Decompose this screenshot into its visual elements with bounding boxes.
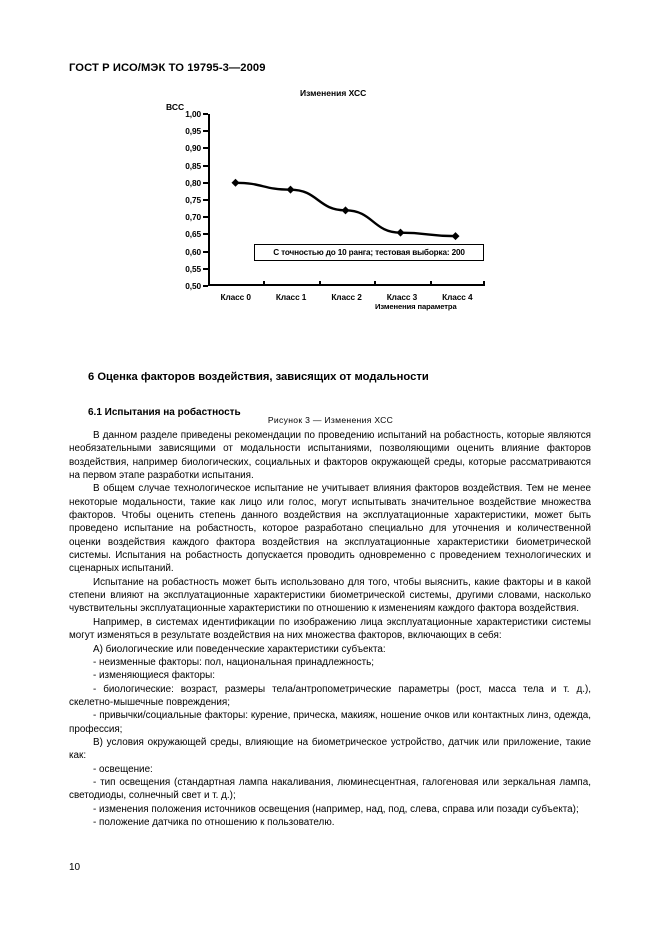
y-axis-tick-label: 0,75 xyxy=(185,195,201,205)
x-axis-category xyxy=(430,286,485,302)
y-axis-tick-label: 0,55 xyxy=(185,263,201,274)
body-paragraph: Испытание на робастность может быть использовано для того, чтобы выяснить, какие факторы и в какой степени влияют на эксплуатационные характеристики биометрической системы, другими словами, насколько чувствительны эксплуатационные характеристики по отношению к изменениям каждого фактора воздействия. xyxy=(69,576,591,615)
x-axis-end-tick xyxy=(483,281,485,286)
subsection-heading-6-1: 6.1 Испытания на робастность xyxy=(88,407,241,418)
y-axis-tick-label: 0,90 xyxy=(185,143,201,154)
y-axis-tick-label: 0,85 xyxy=(185,160,201,171)
chart-container xyxy=(160,88,560,318)
x-axis-title: Изменения параметра xyxy=(375,302,457,311)
x-axis-category xyxy=(374,286,429,302)
chart-plot-area xyxy=(185,109,483,291)
series-marker xyxy=(287,186,295,194)
list-item: А) биологические или поведенческие характеристики субъекта: xyxy=(93,643,386,655)
list-item: - изменения положения источников освещения (например, над, под, слева, справа или позади субъекта); xyxy=(93,803,579,815)
list-item: - привычки/социальные факторы: курение, прическа, макияж, ношение очков или контактных линз, одежда, профессия; xyxy=(69,710,591,735)
x-axis-tick xyxy=(263,281,265,286)
figure-caption: Рисунок 3 — Изменения ХСС xyxy=(267,415,394,425)
section-heading-6: 6 Оценка факторов воздействия, зависящих от модальности xyxy=(88,371,429,383)
body-paragraph: Например, в системах идентификации по изображению лица эксплуатационные характеристики системы могут изменяться в результате воздействия на них множества факторов, включающих в себя: xyxy=(69,616,591,642)
series-marker xyxy=(397,229,405,237)
x-axis-tick xyxy=(374,281,376,286)
list-item: - биологические: возраст, размеры тела/антропометрические параметры (рост, масса тела и т. д.), скелетно-мышечные повреждения; xyxy=(69,683,591,708)
x-axis-tick-label: Класс 4 xyxy=(442,292,473,302)
x-axis-tick xyxy=(319,281,321,286)
document-body xyxy=(69,370,591,829)
list-item: - положение датчика по отношению к пользователю. xyxy=(93,816,335,828)
x-axis-tick-label: Класс 1 xyxy=(275,292,307,302)
x-axis-tick-label: Класс 0 xyxy=(220,292,251,302)
y-axis-tick-label: 1,00 xyxy=(185,109,201,119)
chart-title: Изменения ХСС xyxy=(300,88,367,98)
y-axis-tick-label: 0,65 xyxy=(185,229,201,240)
y-axis-tick-label: 0,70 xyxy=(185,212,201,223)
x-axis-tick-label: Класс 3 xyxy=(386,292,418,302)
x-axis-category xyxy=(263,286,318,302)
x-axis-tick-label: Класс 2 xyxy=(331,292,362,302)
series-marker xyxy=(342,206,350,214)
y-axis-tick-label: 0,50 xyxy=(185,281,201,291)
x-axis-category xyxy=(319,286,374,302)
list-item: - тип освещения (стандартная лампа накаливания, люминесцентная, галогеновая или зеркальная лампа, светодиоды, солнечный свет и т. д.); xyxy=(69,776,591,802)
x-axis-tick xyxy=(430,281,432,286)
x-axis-category xyxy=(208,286,263,302)
page-number: 10 xyxy=(69,862,81,873)
document-header-standard-number: ГОСТ Р ИСО/МЭК ТО 19795-3—2009 xyxy=(69,62,266,74)
series-marker xyxy=(232,179,240,187)
list-item: - изменяющиеся факторы: xyxy=(93,670,216,682)
y-axis-tick-label: 0,95 xyxy=(185,126,201,137)
chart-annotation-box: С точностью до 10 ранга; тестовая выборка: 200 xyxy=(254,244,484,261)
series-marker xyxy=(452,232,460,240)
list-item: - неизменные факторы: пол, национальная принадлежность; xyxy=(93,656,375,668)
x-axis-categories xyxy=(208,286,485,302)
body-paragraph: В данном разделе приведены рекомендации по проведению испытаний на робастность, которые являются необязательными зависящими от модальности испытаниями, позволяющими оценить влияние факторов воздействия, например биологических, социальных и факторов окружающей среды, которые рассматриваются на первом этапе разработки испытания. xyxy=(69,430,591,482)
body-paragraph: В общем случае технологическое испытание не учитывает влияния факторов воздействия. Тем не менее некоторые модальности, такие как лицо или голос, могут испытывать значительное воздействие множества факторов. Чтобы оценить степень данного воздействия на эксплуатационные характеристики, может быть проведено испытание на робастность, которое разработано специально для уточнения и количественной оценки воздействия каждого фактора воздействия на эксплуатационные характеристики биометрической системы. Испытания на робастность допускается проводить одновременно с проведением технологических и сценарных испытаний. xyxy=(69,483,591,575)
list-item: - освещение: xyxy=(93,763,153,775)
list-item: В) условия окружающей среды, влияющие на биометрическое устройство, датчик или приложение, такие как: xyxy=(69,736,591,762)
y-axis-title: ВСС xyxy=(166,102,185,112)
y-axis-tick-label: 0,60 xyxy=(185,246,201,257)
y-axis-tick-label: 0,80 xyxy=(185,177,201,188)
